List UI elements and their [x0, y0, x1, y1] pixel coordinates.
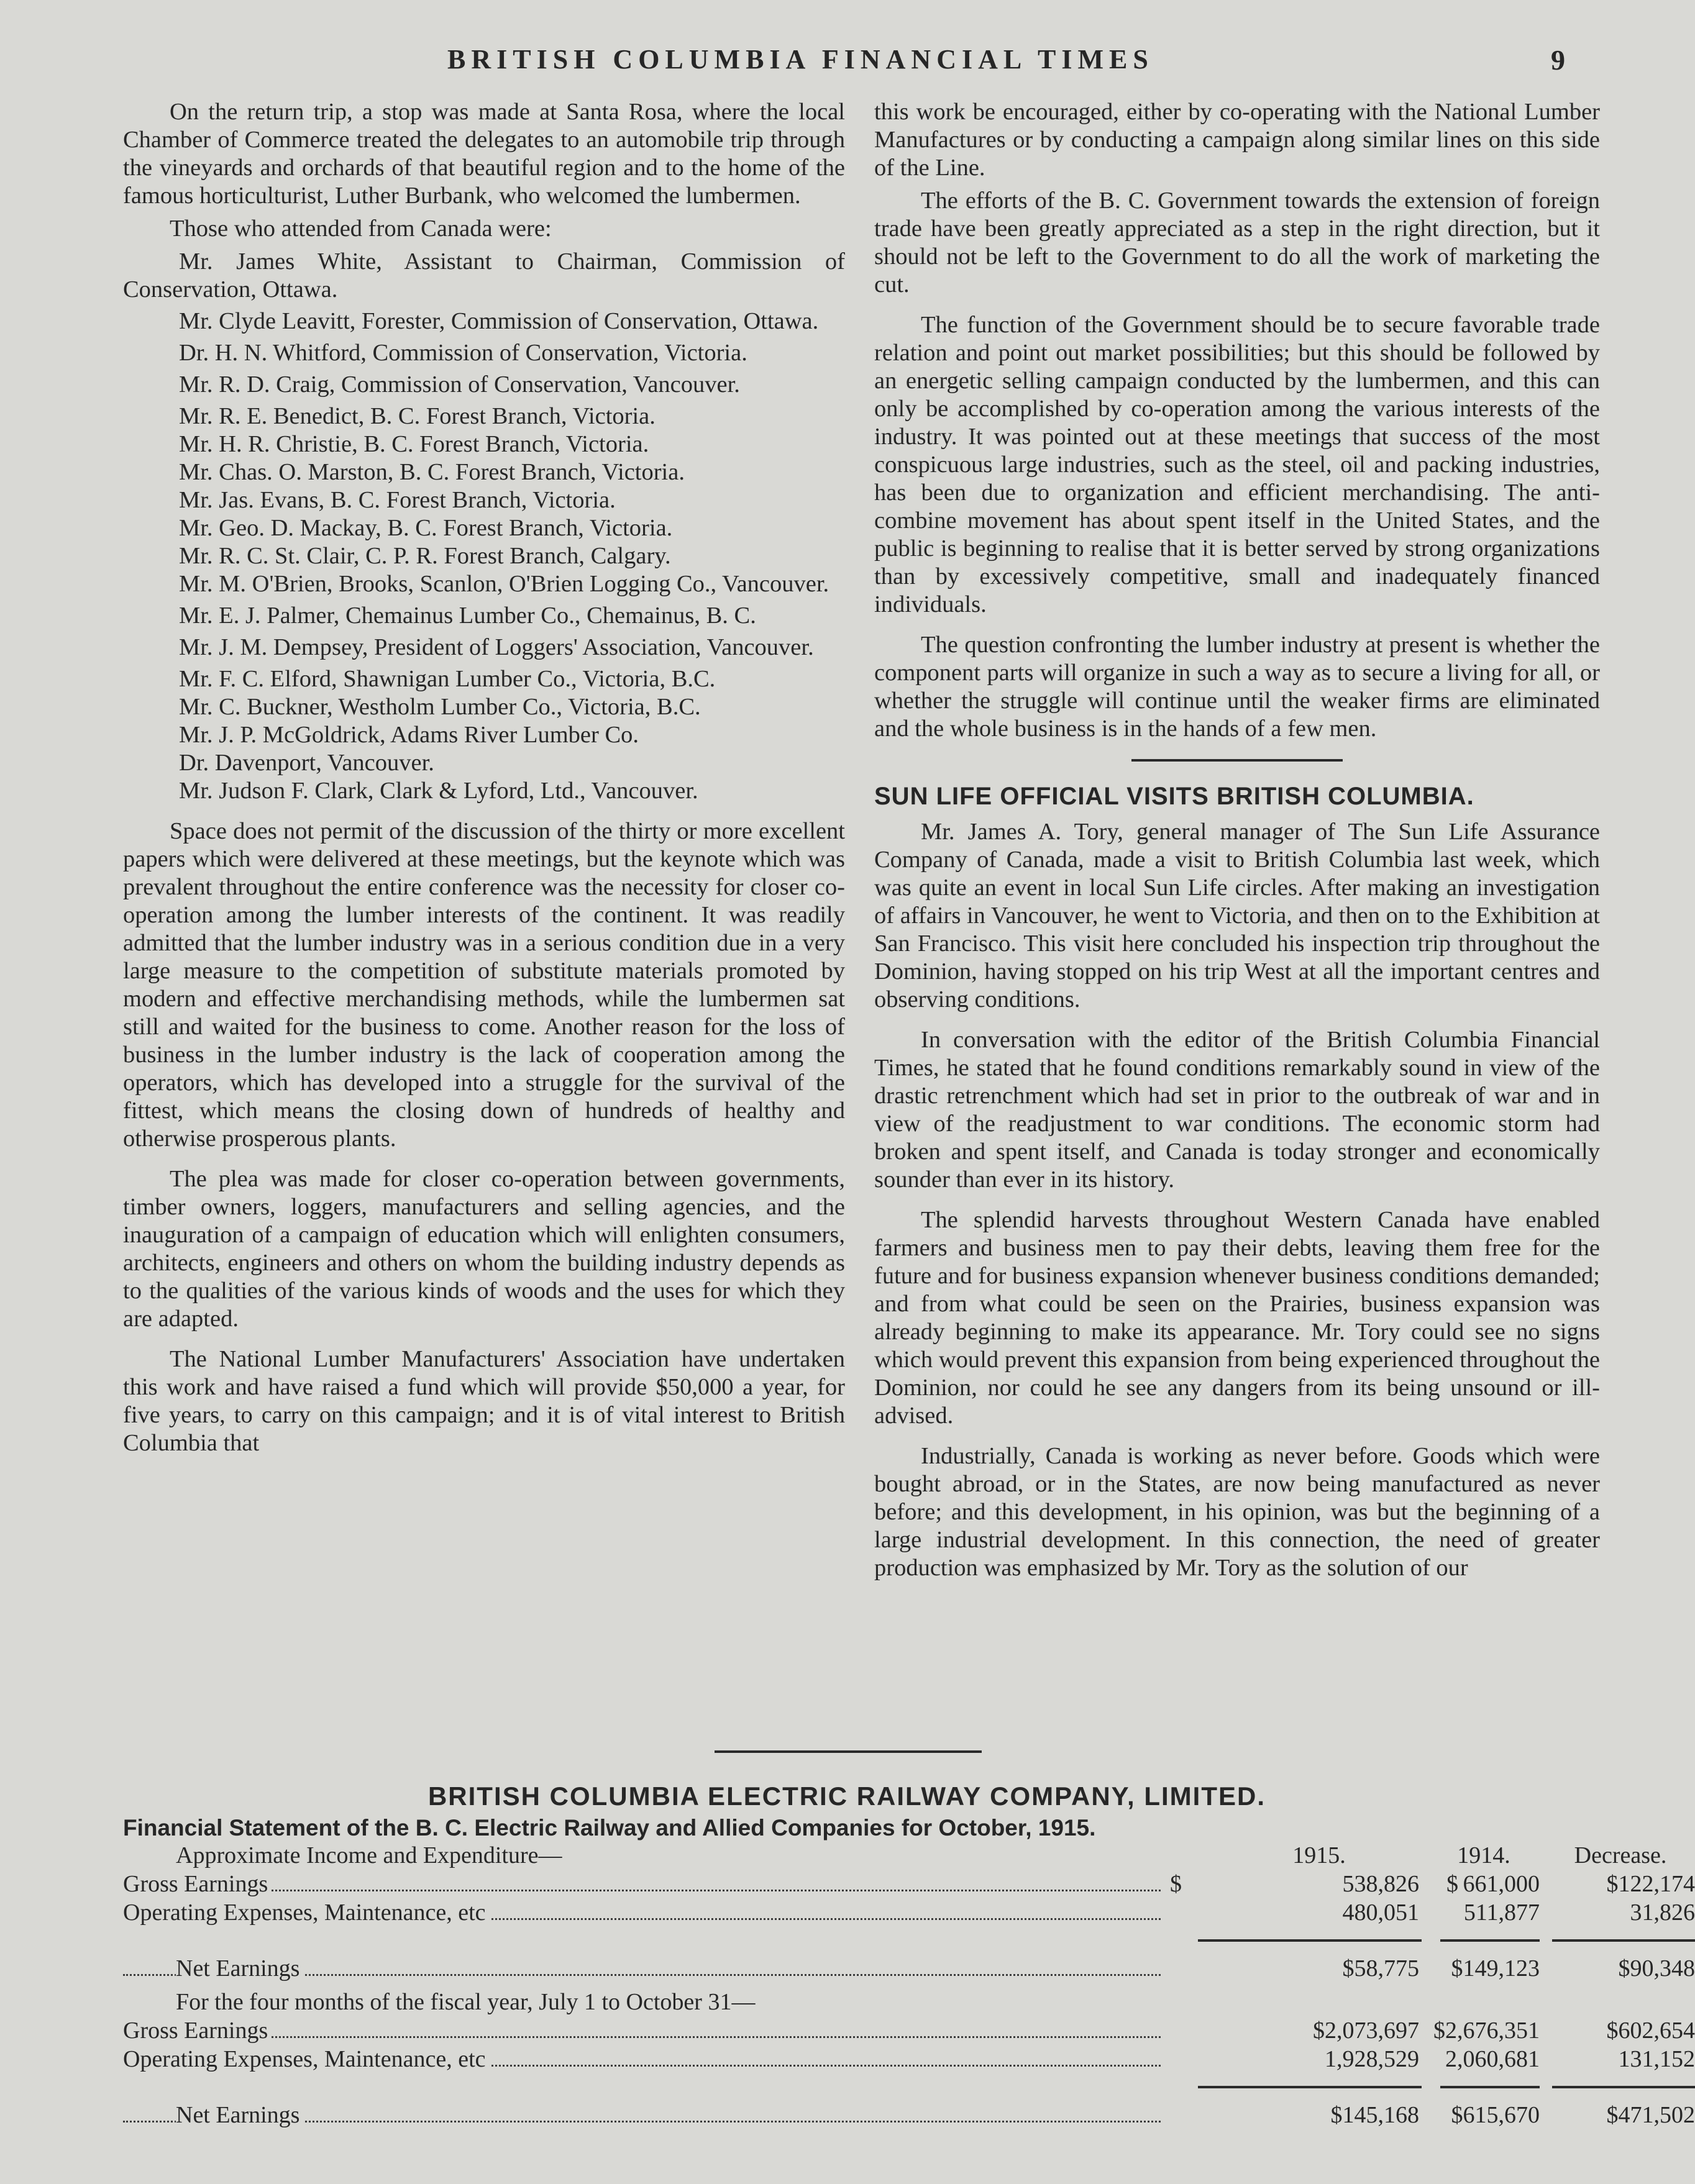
- paragraph: this work be encouraged, either by co-operating with the National Lumber Manufactures or by conducting a campaign along similar lines on this side of the Line.: [874, 99, 1600, 181]
- page-number: 9: [1551, 44, 1565, 76]
- financial-statement: [123, 1781, 1695, 2129]
- attendee-item: Dr. H. N. Whitford, Commission of Conservation, Victoria.: [179, 340, 747, 366]
- paragraph: The efforts of the B. C. Government towards the extension of foreign trade have been greatly appreciated as a step in the right direction, but it should not be left to the Government to do all the work of marketing the cut.: [874, 188, 1600, 298]
- right-column: [874, 98, 1600, 1587]
- attendee-item: Mr. H. R. Christie, B. C. Forest Branch, Victoria.: [179, 431, 649, 457]
- value-decrease: $471,502: [1606, 2102, 1695, 2128]
- running-header: [124, 43, 1602, 81]
- attendee-item: Mr. R. C. St. Clair, C. P. R. Forest Branch, Calgary.: [179, 543, 671, 569]
- dollar-sign: $: [1446, 1871, 1458, 1897]
- column-header-1915: 1915.: [1292, 1842, 1346, 1868]
- value-1914: $149,123: [1451, 1955, 1540, 1982]
- paragraph: The National Lumber Manufacturers' Association have undertaken this work and have raised a fund which will provide $50,000 a year, for five years, to carry on this campaign; and it is of vital interest to British Columbia that: [123, 1346, 845, 1456]
- publication-title: BRITISH COLUMBIA FINANCIAL TIMES: [447, 44, 1154, 75]
- value-1915: 1,928,529: [1325, 2046, 1419, 2072]
- attendee-item: Mr. Jas. Evans, B. C. Forest Branch, Victoria.: [179, 487, 616, 513]
- row-label: Operating Expenses, Maintenance, etc: [123, 1898, 490, 1927]
- attendee-item: Mr. R. D. Craig, Commission of Conservation, Vancouver.: [179, 371, 740, 398]
- dot-leader: [123, 2036, 1161, 2038]
- table-row: [123, 1954, 1695, 1983]
- table-row: [123, 2016, 1695, 2045]
- value-1915: 480,051: [1342, 1900, 1419, 1926]
- attendee-item: Mr. Geo. D. Mackay, B. C. Forest Branch, Victoria.: [179, 515, 673, 541]
- value-1914: 511,877: [1463, 1900, 1540, 1926]
- value-1915: $58,775: [1342, 1955, 1419, 1982]
- column-header-1914: 1914.: [1457, 1842, 1510, 1868]
- sum-rule: [123, 2073, 1571, 2101]
- column-header-decrease: Decrease.: [1574, 1842, 1667, 1868]
- attendee-item: Mr. C. Buckner, Westholm Lumber Co., Victoria, B.C.: [179, 694, 701, 720]
- attendee-item: Mr. R. E. Benedict, B. C. Forest Branch, Victoria.: [179, 403, 656, 429]
- table-row: [123, 1870, 1695, 1898]
- value-1914: 2,060,681: [1445, 2046, 1540, 2072]
- value-1914: $615,670: [1451, 2102, 1540, 2128]
- attendee-item: Mr. M. O'Brien, Brooks, Scanlon, O'Brien Logging Co., Vancouver.: [179, 571, 829, 597]
- attendee-item: Mr. James White, Assistant to Chairman, Commission of Conservation, Ottawa.: [123, 248, 845, 303]
- value-1915: 538,826: [1342, 1871, 1419, 1897]
- attendee-item: Mr. Judson F. Clark, Clark & Lyford, Ltd., Vancouver.: [179, 778, 698, 804]
- paragraph: The function of the Government should be to secure favorable trade relation and point out market possibilities; but this should be followed by an energetic selling campaign conducted by the lumbermen, and this can only be accomplished by co-operation among the various interests of the industry. It was pointed out at these meetings that success of the most conspicuous large industries, such as the steel, oil and packing industries, has been due to organization and efficient merchandising. The anti-combine movement has about spent itself in the United States, and the public is beginning to realise that it is better served by strong organizations than by excessively competitive, small and inadequately financed individuals.: [874, 312, 1600, 617]
- value-decrease: 31,826: [1630, 1900, 1695, 1926]
- paragraph: On the return trip, a stop was made at Santa Rosa, where the local Chamber of Commerce treated the delegates to an automobile trip through the vineyards and orchards of that beautiful region and to the home of the famous horticulturist, Luther Burbank, who welcomed the lumbermen.: [123, 99, 845, 209]
- paragraph: Mr. James A. Tory, general manager of The Sun Life Assurance Company of Canada, made a visit to British Columbia last week, which was quite an event in local Sun Life circles. After making an investigation of affairs in Vancouver, he went to Victoria, and then on to the Exhibition at San Francisco. This visit here concluded his inspection trip throughout the Dominion, having stopped on his trip West at all the important centres and observing conditions.: [874, 819, 1600, 1012]
- attendee-item: Mr. J. P. McGoldrick, Adams River Lumber Co.: [179, 722, 639, 748]
- value-decrease: $602,654: [1606, 2018, 1695, 2044]
- row-label: Operating Expenses, Maintenance, etc: [123, 2045, 490, 2073]
- table-row: [123, 1841, 1667, 1870]
- value-1915: $145,168: [1330, 2102, 1419, 2128]
- table-row: [123, 2045, 1695, 2073]
- statement-title: BRITISH COLUMBIA ELECTRIC RAILWAY COMPANY, LIMITED.: [427, 1781, 1266, 1811]
- paragraph: Those who attended from Canada were:: [170, 216, 552, 242]
- paragraph: The splendid harvests throughout Western Canada have enabled farmers and business men to pay their debts, leaving them free for the future and for business expansion whenever business conditions demanded; and from what could be seen on the Prairies, business expansion was already beginning to make its appearance. Mr. Tory could see no signs which would prevent this expansion from being experienced throughout the Dominion, nor could he see any dangers from its being unsound or ill-advised.: [874, 1207, 1600, 1429]
- paragraph: Space does not permit of the discussion of the thirty or more excellent papers which were delivered at these meetings, but the keynote which was prevalent throughout the entire conference was the necessity for closer co-operation among the lumber interests of the continent. It was readily admitted that the lumber industry was in a serious condition due in a very large measure to the competition of substitute materials promoted by modern and effective merchandising methods, while the lumbermen sat still and waited for the business to come. Another reason for the loss of business in the lumber industry is the lack of cooperation among the operators, which has developed into a struggle for the survival of the fittest, which means the closing down of hundreds of healthy and otherwise prosperous plants.: [123, 818, 845, 1152]
- attendee-item: Mr. Clyde Leavitt, Forester, Commission of Conservation, Ottawa.: [179, 308, 819, 334]
- attendee-item: Mr. Chas. O. Marston, B. C. Forest Branch, Victoria.: [179, 459, 685, 485]
- paragraph: Industrially, Canada is working as never before. Goods which were bought abroad, or in the States, are now being manufactured as never before; and this development, in his opinion, was but the beginning of a large industrial development. In this connection, the need of greater production was emphasized by Mr. Tory as the solution of our: [874, 1443, 1600, 1581]
- row-label: Gross Earnings: [123, 1870, 272, 1898]
- statement-subtitle: Financial Statement of the B. C. Electric Railway and Allied Companies for October, 1915.: [123, 1815, 1096, 1840]
- attendee-item: Mr. E. J. Palmer, Chemainus Lumber Co., Chemainus, B. C.: [179, 603, 756, 629]
- row-label: Gross Earnings: [123, 2016, 272, 2045]
- row-label: Net Earnings: [176, 2101, 303, 2129]
- paragraph: In conversation with the editor of the British Columbia Financial Times, he stated that he found conditions remarkably sound in view of the drastic retrenchment which had set in prior to the outbreak of war and in view of the readjustment to war conditions. The economic storm had broken and spent itself, and Canada is today stronger and economically sounder than ever in its history.: [874, 1027, 1600, 1193]
- attendee-item: Mr. J. M. Dempsey, President of Loggers' Association, Vancouver.: [179, 634, 814, 660]
- article-heading: SUN LIFE OFFICIAL VISITS BRITISH COLUMBIA.: [874, 783, 1474, 810]
- value-1914: $2,676,351: [1433, 2018, 1540, 2044]
- attendee-item: Mr. F. C. Elford, Shawnigan Lumber Co., Victoria, B.C.: [179, 666, 716, 692]
- value-1914: 661,000: [1463, 1871, 1540, 1897]
- sum-rule: [123, 1927, 1571, 1954]
- row-label: For the four months of the fiscal year, July 1 to October 31—: [176, 1988, 759, 2016]
- dot-leader: [123, 1890, 1161, 1891]
- paragraph: The question confronting the lumber industry at present is whether the component parts will organize in such a way as to secure a living for all, or whether the struggle will continue until the weaker firms are eliminated and the whole business is in the hands of a few men.: [874, 632, 1600, 742]
- table-row: [123, 1988, 1571, 2016]
- left-column: [123, 98, 845, 1462]
- value-decrease: $122,174: [1606, 1871, 1695, 1897]
- dollar-sign: $: [1170, 1871, 1182, 1897]
- table-row: [123, 2101, 1695, 2129]
- paragraph: The plea was made for closer co-operation between governments, timber owners, loggers, manufacturers and selling agencies, and the inauguration of a campaign of education which will enlighten consumers, architects, engineers and others on whom the building industry depends as to the qualities of the various kinds of woods and the uses for which they are adapted.: [123, 1166, 845, 1332]
- section-divider: [715, 1750, 982, 1753]
- value-1915: $2,073,697: [1313, 2018, 1419, 2044]
- table-row: [123, 1898, 1695, 1927]
- value-decrease: 131,152: [1618, 2046, 1695, 2072]
- row-label: Approximate Income and Expenditure—: [176, 1841, 566, 1870]
- value-decrease: $90,348: [1618, 1955, 1695, 1982]
- row-label: Net Earnings: [176, 1954, 303, 1983]
- attendee-item: Dr. Davenport, Vancouver.: [179, 750, 434, 776]
- section-divider: [1131, 759, 1343, 762]
